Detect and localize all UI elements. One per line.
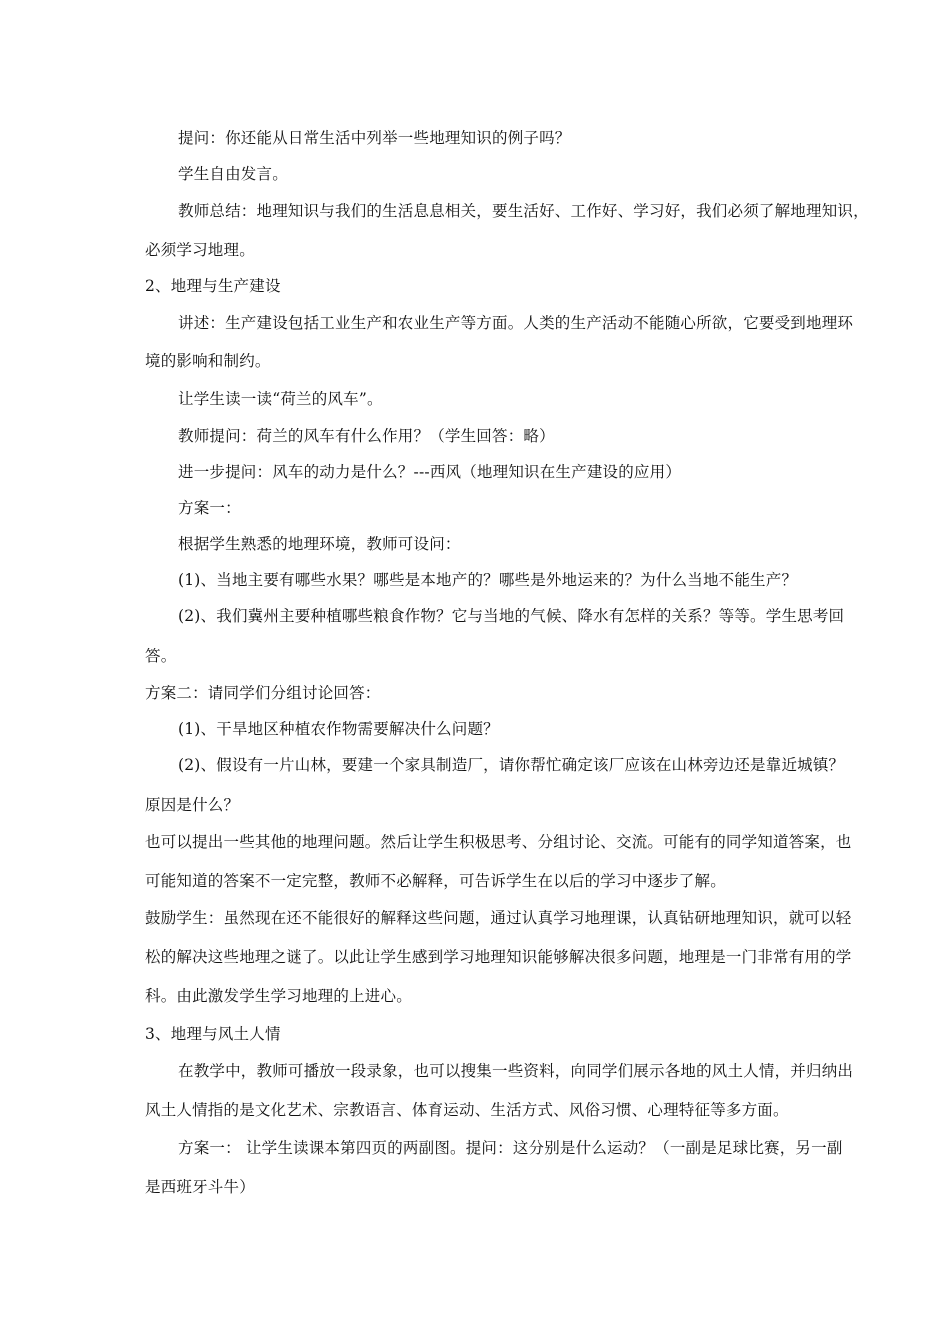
text-line: 提问：你还能从日常生活中列举一些地理知识的例子吗？ (178, 129, 571, 147)
text-line: 境的影响和制约。 (145, 352, 271, 370)
text-line: 可能知道的答案不一定完整，教师不必解释，可告诉学生在以后的学习中逐步了解。 (145, 872, 726, 890)
section-heading: 2、地理与生产建设 (145, 277, 281, 295)
text-line: (1)、干旱地区种植农作物需要解决什么问题？ (178, 720, 499, 738)
text-line: (2)、假设有一片山林，要建一个家具制造厂，请你帮忙确定该厂应该在山林旁边还是靠近城镇？ (178, 756, 845, 774)
text-line: 学生自由发言。 (178, 165, 288, 183)
text-line: 松的解决这些地理之谜了。以此让学生感到学习地理知识能够解决很多问题，地理是一门非常有用的学 (145, 948, 852, 966)
section-heading: 3、地理与风土人情 (145, 1025, 281, 1043)
text-line: 方案一： (178, 499, 241, 517)
text-line: 也可以提出一些其他的地理问题。然后让学生积极思考、分组讨论、交流。可能有的同学知道答案，也 (145, 833, 852, 851)
text-line: 让学生读一读“荷兰的风车”。 (178, 390, 383, 408)
text-line: 教师提问：荷兰的风车有什么作用？（学生回答：略） (178, 427, 555, 445)
text-line: 原因是什么？ (145, 796, 240, 814)
text-line: 科。由此激发学生学习地理的上进心。 (145, 987, 412, 1005)
text-line: 在教学中，教师可播放一段录象，也可以搜集一些资料，向同学们展示各地的风土人情，并归纳出 (178, 1062, 854, 1080)
text-line: 讲述：生产建设包括工业生产和农业生产等方面。人类的生产活动不能随心所欲，它要受到地理环 (178, 314, 854, 332)
text-line: (1)、当地主要有哪些水果？哪些是本地产的？哪些是外地运来的？为什么当地不能生产？ (178, 571, 798, 589)
text-line: 方案一： 让学生读课本第四页的两副图。提问：这分别是什么运动？（一副是足球比赛，另一副 (178, 1139, 843, 1157)
text-line: 答。 (145, 647, 177, 665)
text-line: 方案二：请同学们分组讨论回答： (145, 684, 381, 702)
text-line: (2)、我们冀州主要种植哪些粮食作物？它与当地的气候、降水有怎样的关系？等等。学生思考回 (178, 607, 845, 625)
text-line: 必须学习地理。 (145, 241, 255, 259)
text-line: 鼓励学生：虽然现在还不能很好的解释这些问题，通过认真学习地理课，认真钻研地理知识，就可以轻 (145, 909, 852, 927)
text-line: 进一步提问：风车的动力是什么？---西风（地理知识在生产建设的应用） (178, 463, 682, 481)
text-line: 是西班牙斗牛） (145, 1178, 255, 1196)
text-line: 教师总结：地理知识与我们的生活息息相关，要生活好、工作好、学习好，我们必须了解地理知识， (178, 202, 869, 220)
text-line: 风土人情指的是文化艺术、宗教语言、体育运动、生活方式、风俗习惯、心理特征等多方面。 (145, 1101, 789, 1119)
text-line: 根据学生熟悉的地理环境，教师可设问： (178, 535, 461, 553)
